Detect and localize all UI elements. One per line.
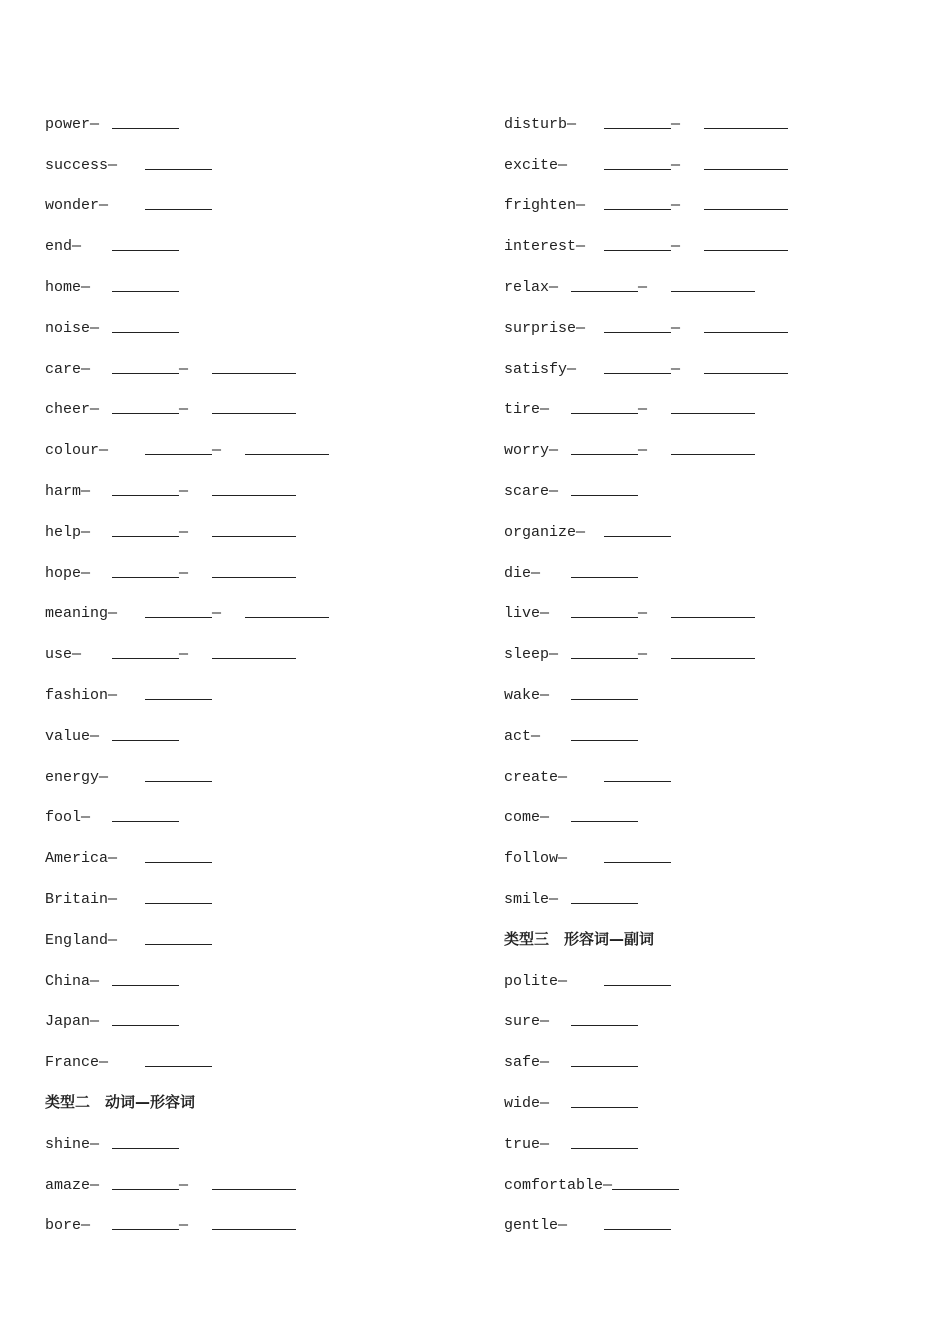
- word-prompt: energy—: [45, 768, 109, 786]
- word-prompt: relax—: [504, 278, 559, 296]
- answer-blank[interactable]: [145, 453, 212, 455]
- section-heading: [45, 1071, 465, 1112]
- dash-separator: —: [638, 646, 648, 664]
- answer-blank[interactable]: [112, 412, 179, 414]
- exercise-item: [45, 949, 465, 990]
- answer-blank[interactable]: [112, 372, 179, 374]
- answer-blank[interactable]: [112, 576, 179, 578]
- answer-blank[interactable]: [212, 412, 296, 414]
- answer-blank[interactable]: [112, 249, 179, 251]
- answer-blank[interactable]: [604, 780, 671, 782]
- exercise-item: [45, 174, 465, 215]
- answer-blank[interactable]: [704, 127, 788, 129]
- exercise-item: [504, 214, 924, 255]
- exercise-item: [45, 745, 465, 786]
- word-prompt: gentle—: [504, 1217, 568, 1235]
- dash-separator: —: [671, 238, 681, 256]
- word-prompt: harm—: [45, 482, 91, 500]
- word-prompt: excite—: [504, 156, 568, 174]
- exercise-item: [45, 908, 465, 949]
- section-heading-text: 类型二 动词—形容词: [45, 1092, 196, 1111]
- word-prompt: fool—: [45, 809, 91, 827]
- answer-blank[interactable]: [604, 535, 671, 537]
- exercise-item: [504, 622, 924, 663]
- answer-blank[interactable]: [145, 698, 212, 700]
- word-prompt: follow—: [504, 850, 568, 868]
- exercise-item: [45, 867, 465, 908]
- answer-blank[interactable]: [145, 208, 212, 210]
- answer-blank[interactable]: [145, 861, 212, 863]
- answer-blank[interactable]: [612, 1188, 679, 1190]
- exercise-item: [504, 541, 924, 582]
- dash-separator: —: [671, 360, 681, 378]
- exercise-item: [504, 826, 924, 867]
- answer-blank[interactable]: [245, 616, 329, 618]
- dash-separator: —: [179, 523, 189, 541]
- answer-blank[interactable]: [112, 820, 179, 822]
- exercise-item: [45, 255, 465, 296]
- answer-blank[interactable]: [571, 1106, 638, 1108]
- answer-blank[interactable]: [112, 494, 179, 496]
- word-prompt: colour—: [45, 442, 109, 460]
- exercise-item: [504, 704, 924, 745]
- exercise-item: [45, 582, 465, 623]
- section-heading: [504, 908, 924, 949]
- answer-blank[interactable]: [145, 902, 212, 904]
- exercise-item: [45, 786, 465, 827]
- word-prompt: die—: [504, 564, 541, 582]
- word-prompt: bore—: [45, 1217, 91, 1235]
- word-prompt: use—: [45, 646, 82, 664]
- exercise-item: [504, 990, 924, 1031]
- exercise-item: [504, 786, 924, 827]
- word-prompt: smile—: [504, 890, 559, 908]
- dash-separator: —: [179, 646, 189, 664]
- exercise-item: [45, 378, 465, 419]
- answer-blank[interactable]: [212, 1228, 296, 1230]
- dash-separator: —: [671, 115, 681, 133]
- answer-blank[interactable]: [571, 1024, 638, 1026]
- exercise-item: [504, 418, 924, 459]
- answer-blank[interactable]: [704, 208, 788, 210]
- answer-blank[interactable]: [112, 657, 179, 659]
- exercise-item: [504, 663, 924, 704]
- word-prompt: amaze—: [45, 1176, 100, 1194]
- answer-blank[interactable]: [704, 249, 788, 251]
- answer-blank[interactable]: [604, 861, 671, 863]
- answer-blank[interactable]: [112, 127, 179, 129]
- answer-blank[interactable]: [571, 616, 638, 618]
- exercise-item: [504, 745, 924, 786]
- word-prompt: create—: [504, 768, 568, 786]
- answer-blank[interactable]: [671, 412, 755, 414]
- word-prompt: home—: [45, 278, 91, 296]
- word-prompt: satisfy—: [504, 360, 577, 378]
- dash-separator: —: [179, 564, 189, 582]
- left-column: [45, 92, 465, 1234]
- answer-blank[interactable]: [571, 1147, 638, 1149]
- word-prompt: surprise—: [504, 319, 586, 337]
- answer-blank[interactable]: [112, 1188, 179, 1190]
- exercise-item: [45, 214, 465, 255]
- answer-blank[interactable]: [112, 535, 179, 537]
- answer-blank[interactable]: [212, 535, 296, 537]
- answer-blank[interactable]: [212, 657, 296, 659]
- dash-separator: —: [212, 605, 222, 623]
- answer-blank[interactable]: [112, 1228, 179, 1230]
- exercise-item: [504, 174, 924, 215]
- exercise-item: [45, 337, 465, 378]
- dash-separator: —: [212, 442, 222, 460]
- word-prompt: England—: [45, 931, 118, 949]
- exercise-item: [45, 133, 465, 174]
- exercise-item: [504, 1112, 924, 1153]
- exercise-item: [504, 133, 924, 174]
- word-prompt: frighten—: [504, 197, 586, 215]
- answer-blank[interactable]: [604, 331, 671, 333]
- word-prompt: meaning—: [45, 605, 118, 623]
- exercise-item: [504, 459, 924, 500]
- word-prompt: America—: [45, 850, 118, 868]
- answer-blank[interactable]: [671, 453, 755, 455]
- answer-blank[interactable]: [604, 984, 671, 986]
- answer-blank[interactable]: [604, 372, 671, 374]
- word-prompt: care—: [45, 360, 91, 378]
- answer-blank[interactable]: [604, 249, 671, 251]
- dash-separator: —: [671, 156, 681, 174]
- exercise-item: [504, 500, 924, 541]
- word-prompt: end—: [45, 238, 82, 256]
- dash-separator: —: [638, 401, 648, 419]
- exercise-item: [504, 1194, 924, 1235]
- word-prompt: power—: [45, 115, 100, 133]
- word-prompt: safe—: [504, 1054, 550, 1072]
- answer-blank[interactable]: [212, 1188, 296, 1190]
- word-prompt: shine—: [45, 1135, 100, 1153]
- answer-blank[interactable]: [704, 331, 788, 333]
- exercise-item: [45, 1153, 465, 1194]
- answer-blank[interactable]: [245, 453, 329, 455]
- dash-separator: —: [179, 1176, 189, 1194]
- exercise-item: [504, 296, 924, 337]
- word-prompt: sure—: [504, 1013, 550, 1031]
- answer-blank[interactable]: [671, 657, 755, 659]
- word-prompt: scare—: [504, 482, 559, 500]
- exercise-item: [504, 867, 924, 908]
- answer-blank[interactable]: [671, 290, 755, 292]
- word-prompt: true—: [504, 1135, 550, 1153]
- word-prompt: organize—: [504, 523, 586, 541]
- exercise-item: [45, 92, 465, 133]
- answer-blank[interactable]: [112, 1024, 179, 1026]
- answer-blank[interactable]: [571, 698, 638, 700]
- word-prompt: wake—: [504, 686, 550, 704]
- answer-blank[interactable]: [604, 168, 671, 170]
- word-prompt: come—: [504, 809, 550, 827]
- exercise-item: [504, 255, 924, 296]
- exercise-item: [45, 418, 465, 459]
- answer-blank[interactable]: [145, 780, 212, 782]
- word-prompt: polite—: [504, 972, 568, 990]
- answer-blank[interactable]: [604, 1228, 671, 1230]
- dash-separator: —: [638, 605, 648, 623]
- word-prompt: sleep—: [504, 646, 559, 664]
- answer-blank[interactable]: [571, 290, 638, 292]
- answer-blank[interactable]: [571, 1065, 638, 1067]
- word-prompt: value—: [45, 727, 100, 745]
- answer-blank[interactable]: [571, 412, 638, 414]
- word-prompt: act—: [504, 727, 541, 745]
- word-prompt: Japan—: [45, 1013, 100, 1031]
- answer-blank[interactable]: [145, 168, 212, 170]
- answer-blank[interactable]: [112, 739, 179, 741]
- answer-blank[interactable]: [145, 1065, 212, 1067]
- exercise-item: [504, 949, 924, 990]
- dash-separator: —: [671, 319, 681, 337]
- word-prompt: Britain—: [45, 890, 118, 908]
- right-column: [504, 92, 924, 1234]
- word-prompt: disturb—: [504, 115, 577, 133]
- dash-separator: —: [638, 442, 648, 460]
- dash-separator: —: [179, 1217, 189, 1235]
- answer-blank[interactable]: [112, 1147, 179, 1149]
- answer-blank[interactable]: [145, 616, 212, 618]
- exercise-item: [504, 1030, 924, 1071]
- word-prompt: wonder—: [45, 197, 109, 215]
- word-prompt: comfortable—: [504, 1176, 613, 1194]
- answer-blank[interactable]: [112, 984, 179, 986]
- dash-separator: —: [179, 482, 189, 500]
- exercise-item: [45, 459, 465, 500]
- word-prompt: fashion—: [45, 686, 118, 704]
- answer-blank[interactable]: [212, 372, 296, 374]
- exercise-item: [504, 582, 924, 623]
- answer-blank[interactable]: [112, 331, 179, 333]
- exercise-item: [504, 378, 924, 419]
- answer-blank[interactable]: [571, 739, 638, 741]
- exercise-item: [504, 92, 924, 133]
- word-prompt: hope—: [45, 564, 91, 582]
- exercise-item: [45, 1030, 465, 1071]
- word-prompt: tire—: [504, 401, 550, 419]
- answer-blank[interactable]: [571, 453, 638, 455]
- answer-blank[interactable]: [571, 576, 638, 578]
- word-prompt: help—: [45, 523, 91, 541]
- answer-blank[interactable]: [112, 290, 179, 292]
- section-heading-text: 类型三 形容词—副词: [504, 929, 655, 948]
- word-prompt: worry—: [504, 442, 559, 460]
- dash-separator: —: [179, 401, 189, 419]
- exercise-item: [504, 1153, 924, 1194]
- answer-blank[interactable]: [571, 820, 638, 822]
- exercise-item: [45, 990, 465, 1031]
- word-prompt: noise—: [45, 319, 100, 337]
- word-prompt: wide—: [504, 1094, 550, 1112]
- exercise-item: [45, 704, 465, 745]
- word-prompt: cheer—: [45, 401, 100, 419]
- answer-blank[interactable]: [571, 494, 638, 496]
- answer-blank[interactable]: [145, 943, 212, 945]
- answer-blank[interactable]: [604, 127, 671, 129]
- answer-blank[interactable]: [212, 576, 296, 578]
- answer-blank[interactable]: [571, 902, 638, 904]
- exercise-item: [45, 541, 465, 582]
- dash-separator: —: [179, 360, 189, 378]
- word-prompt: China—: [45, 972, 100, 990]
- answer-blank[interactable]: [704, 372, 788, 374]
- exercise-item: [45, 1112, 465, 1153]
- exercise-item: [45, 622, 465, 663]
- dash-separator: —: [671, 197, 681, 215]
- exercise-item: [504, 1071, 924, 1112]
- dash-separator: —: [638, 278, 648, 296]
- answer-blank[interactable]: [212, 494, 296, 496]
- answer-blank[interactable]: [604, 208, 671, 210]
- word-prompt: France—: [45, 1054, 109, 1072]
- answer-blank[interactable]: [671, 616, 755, 618]
- word-prompt: live—: [504, 605, 550, 623]
- exercise-item: [45, 663, 465, 704]
- answer-blank[interactable]: [704, 168, 788, 170]
- exercise-item: [504, 337, 924, 378]
- word-prompt: success—: [45, 156, 118, 174]
- exercise-item: [45, 500, 465, 541]
- exercise-item: [45, 296, 465, 337]
- word-prompt: interest—: [504, 238, 586, 256]
- exercise-item: [45, 826, 465, 867]
- answer-blank[interactable]: [571, 657, 638, 659]
- exercise-item: [45, 1194, 465, 1235]
